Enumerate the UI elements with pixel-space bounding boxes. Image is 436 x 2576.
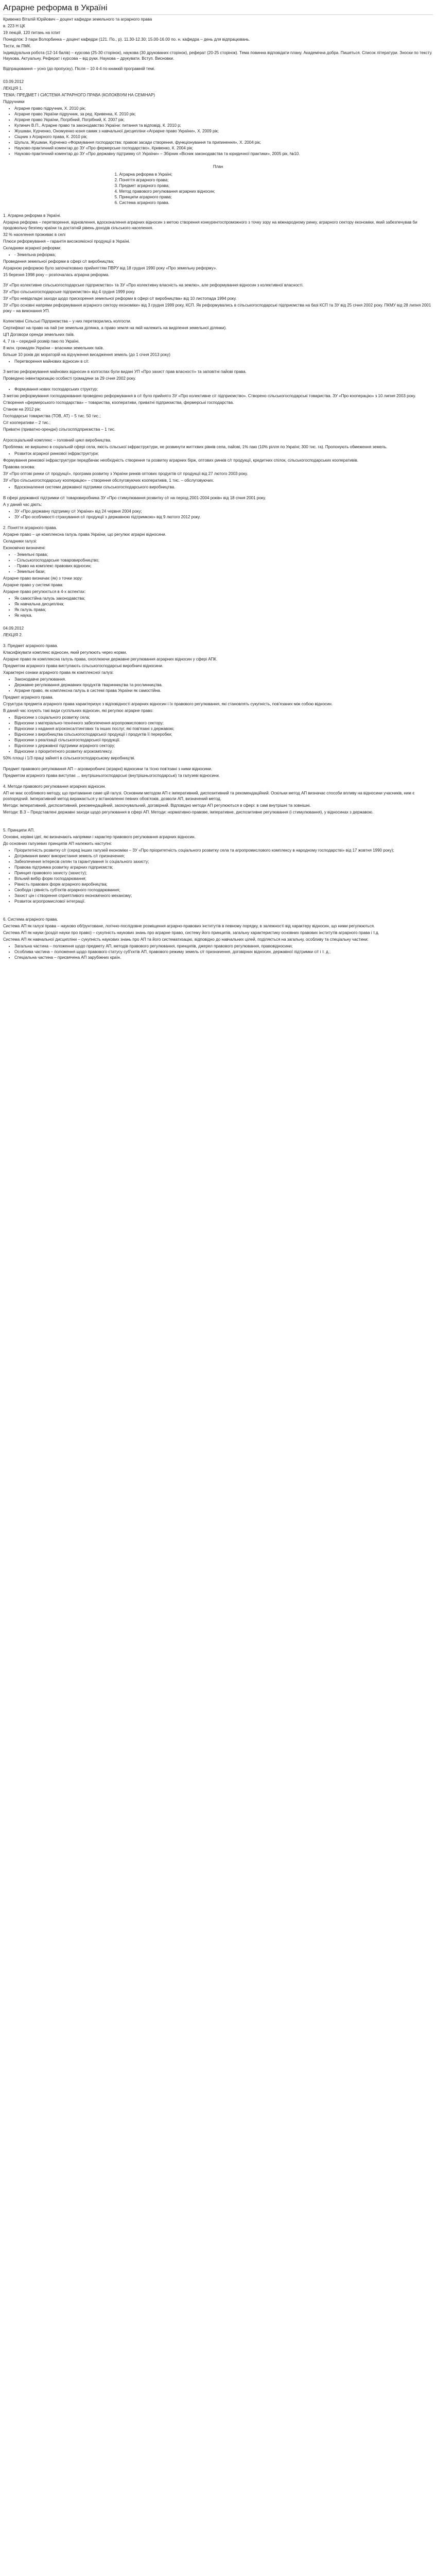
plan-item: 1. Аграрна реформа в Україні;: [119, 172, 326, 177]
plan-item: 5. Принципи аграрного права;: [119, 194, 326, 200]
paragraph: ЗУ «Про невідкладні заходи щодо прискорення земельної реформи в сфері с/г виробництва» від 10 листопада 1994 року.: [3, 296, 237, 301]
paragraph: Колективні Сільські Підприємства – у них перетворились колгоспи.: [3, 319, 131, 324]
plan-item: 3. Предмет аграрного права;: [119, 183, 326, 189]
paragraph: Аграрна реформа – перетворення, відновлення, вдосконалення аграрних відносин з метою створення конкурентоспроможного з точку зору на міжнародному ринку, аграрного сектору економіки, який забезпечував би продовольчу безпеку країни та достатній рівень доходів сільського населення.: [3, 220, 417, 230]
list-item: • Як галузь права;: [14, 607, 433, 613]
paragraph: ЗУ «Про сільськогосподарське підприємство» від 4 грудня 1999 року.: [3, 290, 135, 294]
list-item: • Захист цін і створення сприятливого економічного механізму;: [14, 893, 433, 899]
paragraph: 15 березня 1998 року – розпочалась аграрна реформа.: [3, 273, 110, 277]
paragraph: З метою реформування майнових відносин в колгоспах були видані УП «Про захист прав власності» та заповітні пайові права.: [3, 369, 247, 374]
paragraph: Методи: В.3 – Представлені державні заходи щодо регулювання в сфері АП. Методи: нормативно-правове, імперативне, диспозитивне регулювання (і стимулювання), у відносинах з державою.: [3, 810, 374, 815]
list-item: • Відносини з державної підтримки аграрного сектору;: [14, 743, 433, 749]
list-item: • ЗУ «Про державну підтримку с/г України» від 24 червня 2004 року;: [14, 509, 433, 514]
bullet-list: [3, 676, 433, 693]
textbook-item: • Науково-практичний коментар до ЗУ «Про фермерське господарство», Кривенко, К. 2004 рік;: [14, 145, 433, 151]
document-page: [0, 0, 436, 960]
paragraph: Характерні ознаки аграрного права як комплексної галузі:: [3, 670, 114, 675]
paragraph: Предметом аграрного права виступає ... внутрішньогосподарські (внутрішньогосподарські) та галузеві відносини.: [3, 773, 220, 778]
plan-item: 6. Система аграрного права.: [119, 200, 326, 206]
list-item: • Свобода і рівність суб'єктів аграрного господарювання;: [14, 887, 433, 893]
list-item: • Розвиток агропромислової інтеграції.: [14, 899, 433, 904]
list-item: • Перетворення майнових відносин в с/г.: [14, 359, 433, 364]
section-heading: 5. Принципи АП.: [3, 828, 35, 833]
paragraph: Аграрне право у системі права:: [3, 583, 64, 587]
plan-title: План: [213, 164, 223, 169]
list-item: • Спеціальна частина – присвячена АП зарубіжних країн.: [14, 955, 433, 960]
list-item: • Принцип правового захисту (захисту);: [14, 870, 433, 876]
lecture-1: [3, 79, 433, 157]
list-item: • Відносини з надання агроконсалтингових та інших послуг, які пов'язані з державою;: [14, 726, 433, 732]
paragraph: В даний час існують такі види суспільних відносин, які регулює аграрне право:: [3, 708, 153, 713]
bullet-list: [3, 715, 433, 754]
paragraph: Правова основа:: [3, 465, 36, 469]
list-item: • Як самостійна галузь законодавства;: [14, 596, 433, 601]
list-item: • Загальна частина – положення щодо предмету АП, методів правового регулювання, принципів, джерел правового регулювання, правовідносини;: [14, 943, 433, 949]
paragraph: ЗУ «Про колективне сільськогосподарське підприємство» та ЗУ «Про колективну власність на землю», але реформування відносин з колективної власності.: [3, 283, 304, 287]
bullet-list: [3, 359, 433, 364]
paragraph: Система АП як науки (розділ науки про право) – сукупність наукових знань про аграрне право, систему його принципів, загальну характеристику основних правових інститутів аграрного права і т.д.: [3, 930, 379, 935]
plan-item: 4. Метод правового регулювання аграрних відносин;: [119, 189, 326, 194]
lecture-topic: ТЕМА: ПРЕДМЕТ І СИСТЕМА АГРАРНОГО ПРАВА (КОЛОКВІУМ НА СЕМІНАР): [3, 93, 155, 97]
paragraph: Основні, керівні ідеї, які визначають напрямки і характер правового регулювання аграрних відносин.: [3, 835, 196, 839]
list-item: • Формування нових господарських структур;: [14, 386, 433, 392]
paragraph: Аграрне право регулюється в 4-х аспектах:: [3, 589, 86, 594]
paragraph: Аграрне право як комплексна галузь права, охоплюючи державне регулювання аграрних відносин у сфері АПК.: [3, 657, 218, 662]
paragraph: Структура предмета аграрного права характеризує з відповідності аграрних відносин і їх правового регулювання, які становлять сукупність, пов'язаних між собою відносин.: [3, 702, 333, 706]
paragraph: Аграрне право визначає (як) з точки зору:: [3, 576, 83, 581]
section-agrosocial: [3, 437, 433, 490]
lecture-2: [3, 625, 433, 761]
intro-line: Відпрацювання – усно (до пропуску). Після – 10 4-4 по книжкій програмній темі.: [3, 66, 155, 71]
list-item: • Забезпечення інтересів селян та гарантування їх соціального захисту;: [14, 859, 433, 865]
list-item: • - Земельні бази;: [14, 569, 433, 574]
paragraph: АП не має особливого методу, що притаманне саме цій галузі. Основним методом АП є імперативний, диспозитивний та рекомендаційний. Оскільки метод АП визначає способи впливу на відносини учасників, ним є розпорядчий. Імперативний метод виражається у встановленні певних обов'язків, дозволи АП, визначений метод.: [3, 791, 415, 801]
paragraph: 32 % населення проживає в селі: [3, 232, 65, 237]
paragraph: 50% площі і 1/3 праці зайняті в сільськогосподарському виробництві.: [3, 756, 135, 760]
lecture-label: ЛЕКЦІЯ 1.: [3, 86, 23, 91]
paragraph: ЗУ «Про оптові ринки с/г продукції», програма розвитку з України ринків оптових продуктів с/г продукції від 27 лютого 2003 року.: [3, 471, 248, 476]
bullet-list: [3, 552, 433, 574]
textbook-item: • Аграрне право підручник, Х. 2010 рік;: [14, 106, 433, 111]
intro-block: [3, 16, 433, 72]
paragraph: Плюси реформування – гарантія високоякісної продукції в Україні.: [3, 239, 130, 244]
paragraph: Станом на 2012 рік:: [3, 407, 41, 412]
paragraph: Господарські товариства (ТОВ, АТ) – 5 тис. 50 тис.;: [3, 414, 101, 418]
section-heading: 3. Предмет аграрного права.: [3, 643, 58, 648]
list-item: • Законодавче регулювання.: [14, 676, 433, 682]
paragraph: Предмет правового регулювання АП – агровиробничі (аграрні) відносини та тісно пов'язані з ними відносини.: [3, 767, 213, 771]
list-item: • Відносини з пріоритетного розвитку агрокомплексу.: [14, 749, 433, 754]
paragraph: ЦП Договори оренди земельних паїв.: [3, 332, 75, 337]
list-item: • Як наука.: [14, 613, 433, 618]
section-heading: 6. Система аграрного права.: [3, 917, 58, 922]
list-item: • - Сільськогосподарське товаровиробництво;: [14, 557, 433, 563]
paragraph: Агросоціальний комплекс – головний цикл виробництва.: [3, 438, 112, 443]
section-state-support: [3, 495, 433, 618]
section-system: [3, 917, 433, 960]
list-item: • Розвиток аграрної ринкової інфраструктури;: [14, 451, 433, 456]
list-item: • Відносини з реалізації сільськогосподарської продукції.: [14, 737, 433, 743]
plan-list: [110, 172, 326, 206]
bullet-list: [3, 943, 433, 960]
section-new-structures: [3, 386, 433, 432]
textbook-item: • Аграрне право України, Погрібний, Погрібний, К. 2007 рік;: [14, 117, 433, 123]
textbook-item: • Шульга, Жушман, Курченко «Формування господарства: правові засади створення, функціонування та припинення», Х. 2004 рік;: [14, 140, 433, 145]
textbook-list: [3, 106, 433, 157]
paragraph: Складники аграрної реформи:: [3, 246, 61, 250]
intro-line: в. 223 Н ЦК: [3, 24, 25, 28]
textbooks-label: Підручники: [3, 99, 25, 104]
bullet-list: [3, 509, 433, 520]
section-heading: 1. Аграрна реформа в Україні.: [3, 213, 61, 218]
lecture-plan: [110, 164, 326, 206]
intro-line: Кривенко Віталій Юрійович – доцент кафедри земельного та аграрного права: [3, 17, 152, 22]
plan-item: 2. Поняття аграрного права;: [119, 177, 326, 183]
list-item: • Відносини з матеріально-технічного забезпечення агропромислового сектору;: [14, 720, 433, 726]
paragraph: Формування ринкової інфраструктури передбачає необхідність створення та розвитку аграрних бірж, оптових ринків с/г продукції, кредитних спілок, сільськогосподарських кооперативів.: [3, 458, 359, 463]
paragraph: Більше 10 років діє мораторій на відчуження висадження земель (до 1 січня 2013 року): [3, 352, 170, 357]
bullet-list: [3, 252, 433, 258]
section-agrarian-reform: [3, 213, 433, 381]
paragraph: 4, 7 га – середній розмір паю по Україні.: [3, 339, 80, 344]
list-item: • - Земельні права;: [14, 552, 433, 557]
paragraph: С/г кооперативи – 2 тис.;: [3, 420, 51, 425]
paragraph: Складники галузі:: [3, 539, 37, 544]
paragraph: Проблема: не вирішено в соціальній сфері села, якість сільської інфраструктури, не розвинути життєвих рівнів села, пайові, 1% паю (10% рілля по Україні; 300 тис. га). Пропонують обмеження земель.: [3, 445, 388, 449]
bullet-list: [3, 848, 433, 904]
paragraph: Аграрне право – це комплексна галузь права України, що регулює аграрні відносини.: [3, 532, 166, 537]
paragraph: Система АП як галузі права – науково обґрунтоване, логічно-послідовне розміщення аграрно-правових інститутів в певному порядку, в залежності від характеру відносин, що ними регулюються.: [3, 924, 375, 928]
paragraph: До основних галузевих принципів АП належить наступні:: [3, 841, 112, 846]
list-item: • - Земельна реформа;: [14, 252, 433, 258]
paragraph: Проведено інвентаризацію особисті громадяни за 29 січня 2002 року.: [3, 376, 136, 381]
bullet-list: [3, 596, 433, 618]
intro-line: Індивідуальна робота (12-14 балів) – курсова (25-30 сторінок), наукова (30 друкованих сторінок), реферат (20-25 сторінок). Тема повинна відповідати плану. Академічна добра. Пишеться. Список літератури. Зноски по тексту. Наукова. Актуальну. Реферат і курсова – від руки. Наукова – друкувати. Вступ. Висновки.: [3, 50, 432, 61]
list-item: • ЗУ «Про особливості страхування с/г продукції з державною підтримкою» від 9 лютого 2012 року.: [14, 514, 433, 520]
textbook-item: • Науково-практичний коментар до ЗУ «Про державну підтримку с/г України» – Збірник «Вісник законодавства та юридичної практики», 2005 рік, №10.: [14, 151, 433, 157]
list-item: • - Право на комплекс правових відносин;: [14, 563, 433, 569]
bullet-list: [3, 451, 433, 456]
lecture-label: ЛЕКЦІЯ 2.: [3, 633, 23, 637]
paragraph: Предмет аграрного права.: [3, 695, 54, 700]
paragraph: Методи: імперативний, диспозитивний, рекомендаційний, заохочувальний, договірний. Відповідно методи АП регулюються в сфері: в самі внутрішні та зовнішні.: [3, 803, 311, 808]
list-item: • Як навчальна дисципліна;: [14, 601, 433, 607]
section-principles: [3, 827, 433, 904]
paragraph: Сертифікат на право на пай (не земельна ділянка, а право земля на якій належить на виділення земельної ділянки).: [3, 326, 227, 330]
paragraph: Приватні (приватно-орендні) сільгосппідприємства – 1 тис.: [3, 427, 116, 432]
lecture-date: 03.09.2012: [3, 79, 24, 84]
textbook-item: • Жушман, Курченко, Ономуенко юзня самик з навчальної дисципліни «Аграрне право України», Х. 2009 рік;: [14, 128, 433, 134]
paragraph: Аграрною реформою було започатковано прийняттям ПВРУ від 18 грудня 1990 року «Про земельну реформу».: [3, 266, 217, 270]
list-item: • Рівність правових форм аграрного виробництва;: [14, 882, 433, 887]
paragraph: Система АП як навчальної дисципліни – сукупність наукових знань про АП та його систематизацію, відповідно до навчальних цілей, поділяється на загальну, особливу та спеціальну частини:: [3, 937, 369, 942]
paragraph: Класифікувати комплекс відносин, який регулюють через норми.: [3, 650, 127, 655]
section-heading: 4. Методи правового регулювання аграрних відносин.: [3, 784, 106, 789]
paragraph: ЗУ «Про основні напрями реформування аграрного сектору економіки» від 3 грудня 1999 року, КСП. Як реформувались в сільськогосподарські підприємства на базі КСП та ЗУ від 25 січня 2002 року. ПКМУ від 28 липня 2001 року – на виконання УП.: [3, 303, 431, 313]
intro-line: 19 лекцій, 120 питань на іспит: [3, 30, 61, 35]
list-item: • Аграрне право, як комплексна галузь в системі права України як самостійна.: [14, 688, 433, 693]
paragraph: Предметом аграрного права виступають сільськогосподарські виробничі відносини.: [3, 664, 164, 668]
list-item: • Пріоритетність розвитку с/г (серед інших галузей економіки – ЗУ «Про пріоритетність соціального розвитку села та агропромислового комплексу в народному господарстві» від 17 жовтня 1990 року);: [14, 848, 433, 853]
paragraph: В сфері державної підтримки с/г товаровиробника ЗУ «Про стимулювання розвитку с/г на період 2001-2004 років» від 18 січня 2001 року.: [3, 496, 266, 500]
list-item: • Відносини з соціального розвитку села;: [14, 715, 433, 720]
paragraph: З метою реформування господарювання проведено реформування в с/г було прийнято ЗУ «Про колективне с/г підприємство». Створено сільськогосподарські товариства. ЗУ «Про кооперацію» з 10 липня 2003 року.: [3, 394, 416, 398]
textbook-item: • Сіщник з Аграрного права, К. 2010 рік;: [14, 134, 433, 140]
document-title: Аграрне реформа в Україні: [3, 3, 433, 15]
list-item: • Дотримання вимог використання земель с/г призначення;: [14, 853, 433, 859]
textbook-item: • Аграрне право України підручник, за ред. Кривенка, К. 2010 рік;: [14, 111, 433, 117]
paragraph: 8 млн. громадян України – власники земельних паїв.: [3, 346, 104, 350]
list-item: • Вдосконалення системи державної підтримки сільськогосподарського виробництва.: [14, 484, 433, 490]
list-item: • Правова підтримка розвитку аграрних підприємств;: [14, 865, 433, 870]
section-heading: 2. Поняття аграрного права.: [3, 526, 57, 530]
intro-line: Тести, як ПМК.: [3, 44, 31, 48]
list-item: • Вільний вибір форм господарювання;: [14, 876, 433, 882]
textbook-item: • Кулинич В.П., Аграрне право та законодавство України: питання та відповіді, К. 2010 р;: [14, 123, 433, 128]
intro-line: Понеділок: 3 пари Волорбинка – доцент кафедри (121. По., р). 11.30-12.30; 15.00-16.00 по. н. кафедра – день для відпрацювань.: [3, 37, 250, 42]
paragraph: Економічно визначені:: [3, 546, 46, 550]
paragraph: Проведення земельної реформи в сфері с/г виробництва;: [3, 259, 114, 264]
bullet-list: [3, 484, 433, 490]
list-item: • Особлива частина – положення щодо правового статусу суб'єктів АП, правового режиму земель с/г призначення, договірних відносин, державної підтримки с/г і т. д.;: [14, 949, 433, 955]
list-item: • Відносини з виробництва сільськогосподарської продукції і продуктів її переробки;: [14, 732, 433, 737]
bullet-list: [3, 386, 433, 392]
section-methods: [3, 766, 433, 815]
list-item: • Державне регулювання державних продуктів тваринництва та рослинництва.: [14, 682, 433, 688]
paragraph: А у даний час діють:: [3, 502, 42, 507]
lecture-date: 04.09.2012: [3, 626, 24, 631]
paragraph: Створення «фермерського господарства» – товариства, кооперативи, приватні підприємства, фермерські господарства.: [3, 400, 234, 405]
paragraph: ЗУ «Про сільськогосподарську кооперацію» – створення обслуговуючих кооперативів, 1 тис. – обслуговуючих.: [3, 478, 214, 483]
